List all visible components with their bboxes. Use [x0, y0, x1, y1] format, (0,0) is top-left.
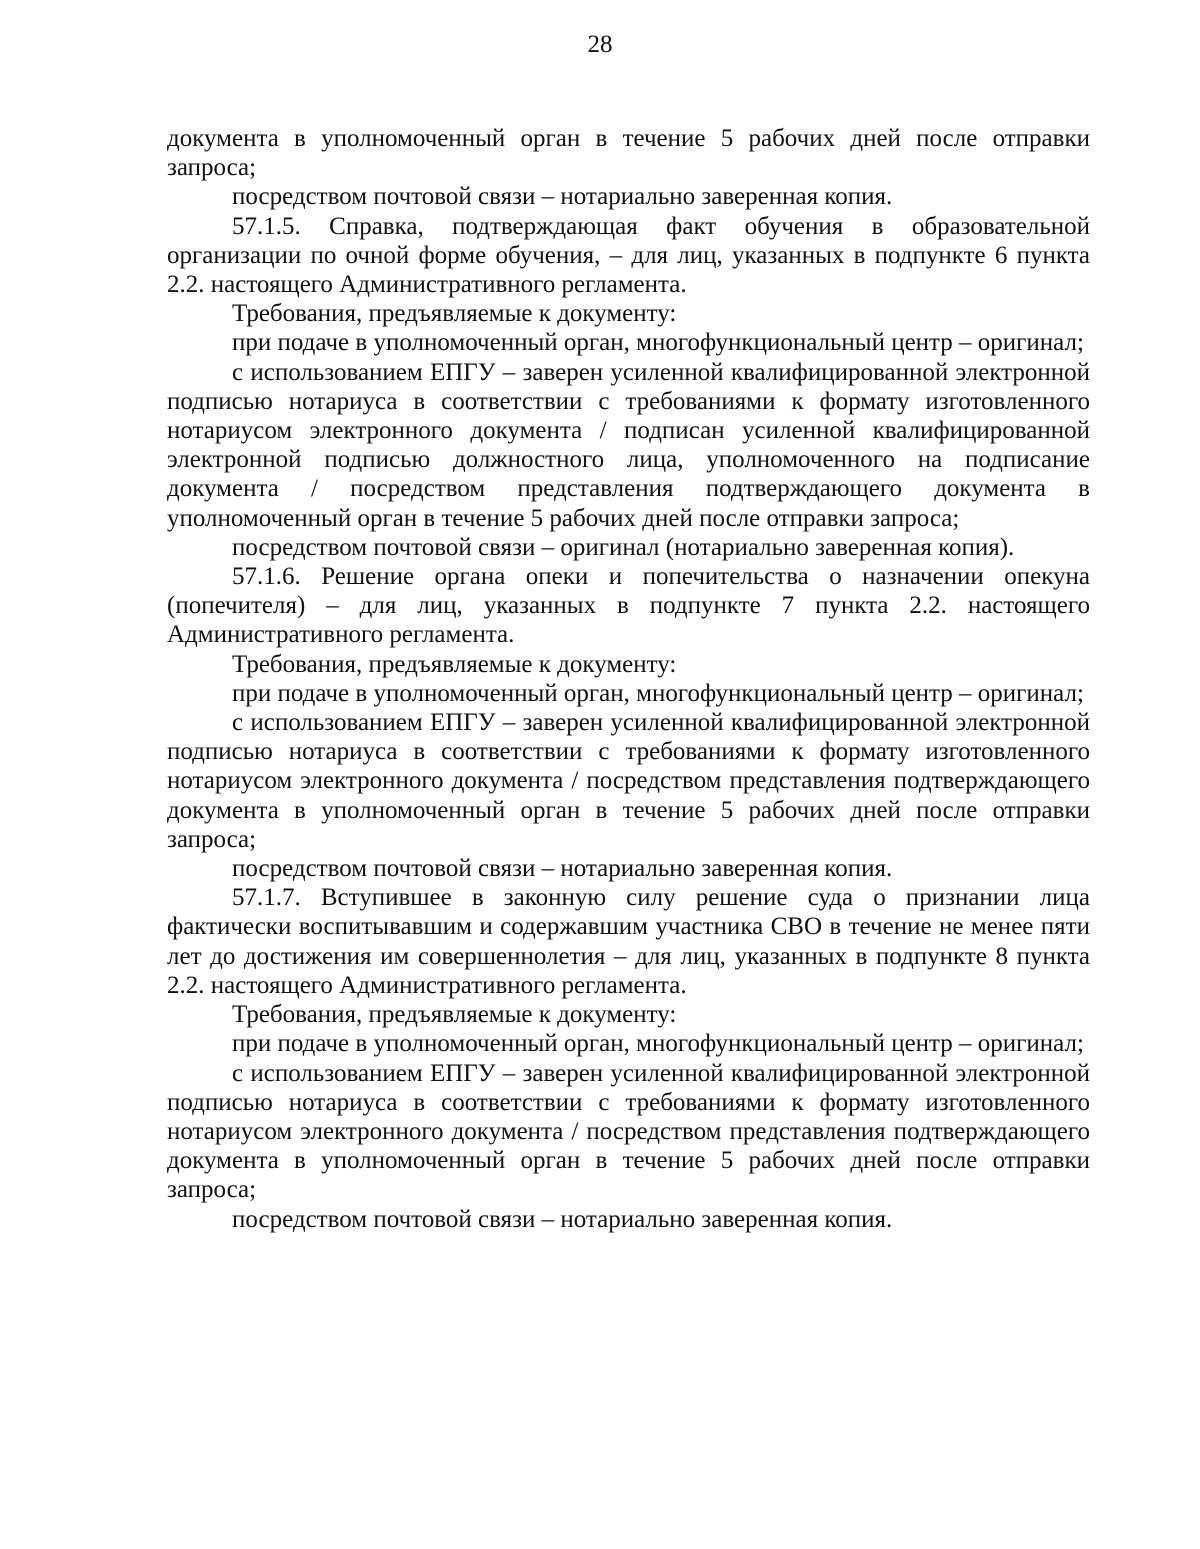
paragraph: Требования, предъявляемые к документу:	[232, 1001, 677, 1029]
paragraph: при подаче в уполномоченный орган, многофункциональный центр – оригинал;	[232, 329, 1084, 357]
document-body	[167, 124, 1090, 1234]
paragraph: посредством почтовой связи – нотариально заверенная копия.	[232, 183, 893, 211]
paragraph: при подаче в уполномоченный орган, многофункциональный центр – оригинал;	[232, 1030, 1084, 1058]
paragraph: 57.1.6. Решение органа опеки и попечительства о назначении опекуна (попечителя) – для лиц, указанных в подпункте 7 пункта 2.2. настоящего Административного регламента.	[167, 563, 1090, 649]
paragraph: с использованием ЕПГУ – заверен усиленной квалифицированной электронной подписью нотариуса в соответствии с требованиями к формату изготовленного нотариусом электронного документа / посредством представления подтверждающего документа в уполномоченный орган в течение 5 рабочих дней после отправки запроса;	[167, 1059, 1090, 1204]
paragraph: 57.1.5. Справка, подтверждающая факт обучения в образовательной организации по очной форме обучения, – для лиц, указанных в подпункте 6 пункта 2.2. настоящего Административного регламента.	[167, 212, 1090, 299]
paragraph: посредством почтовой связи – оригинал (нотариально заверенная копия).	[232, 533, 1015, 561]
paragraph: посредством почтовой связи – нотариально заверенная копия.	[232, 1205, 893, 1233]
paragraph: документа в уполномоченный орган в течение 5 рабочих дней после отправки запроса;	[167, 125, 1090, 182]
paragraph: Требования, предъявляемые к документу:	[232, 300, 677, 328]
paragraph: при подаче в уполномоченный орган, многофункциональный центр – оригинал;	[232, 679, 1084, 707]
paragraph: с использованием ЕПГУ – заверен усиленной квалифицированной электронной подписью нотариуса в соответствии с требованиями к формату изготовленного нотариусом электронного документа / подписан усиленной квалифицированной электронной подписью должностного лица, уполномоченного на подписание документа / посредством представления подтверждающего документа в уполномоченный орган в течение 5 рабочих дней после отправки запроса;	[167, 358, 1090, 532]
page-number: 28	[587, 31, 613, 58]
paragraph: с использованием ЕПГУ – заверен усиленной квалифицированной электронной подписью нотариуса в соответствии с требованиями к формату изготовленного нотариусом электронного документа / посредством представления подтверждающего документа в уполномоченный орган в течение 5 рабочих дней после отправки запроса;	[167, 709, 1090, 853]
paragraph: Требования, предъявляемые к документу:	[232, 650, 677, 678]
paragraph: посредством почтовой связи – нотариально заверенная копия.	[232, 855, 893, 883]
paragraph: 57.1.7. Вступившее в законную силу решение суда о признании лица фактически воспитывавшим и содержавшим участника СВО в течение не менее пяти лет до достижения им совершеннолетия – для лиц, указанных в подпункте 8 пункта 2.2. настоящего Административного регламента.	[167, 884, 1090, 999]
